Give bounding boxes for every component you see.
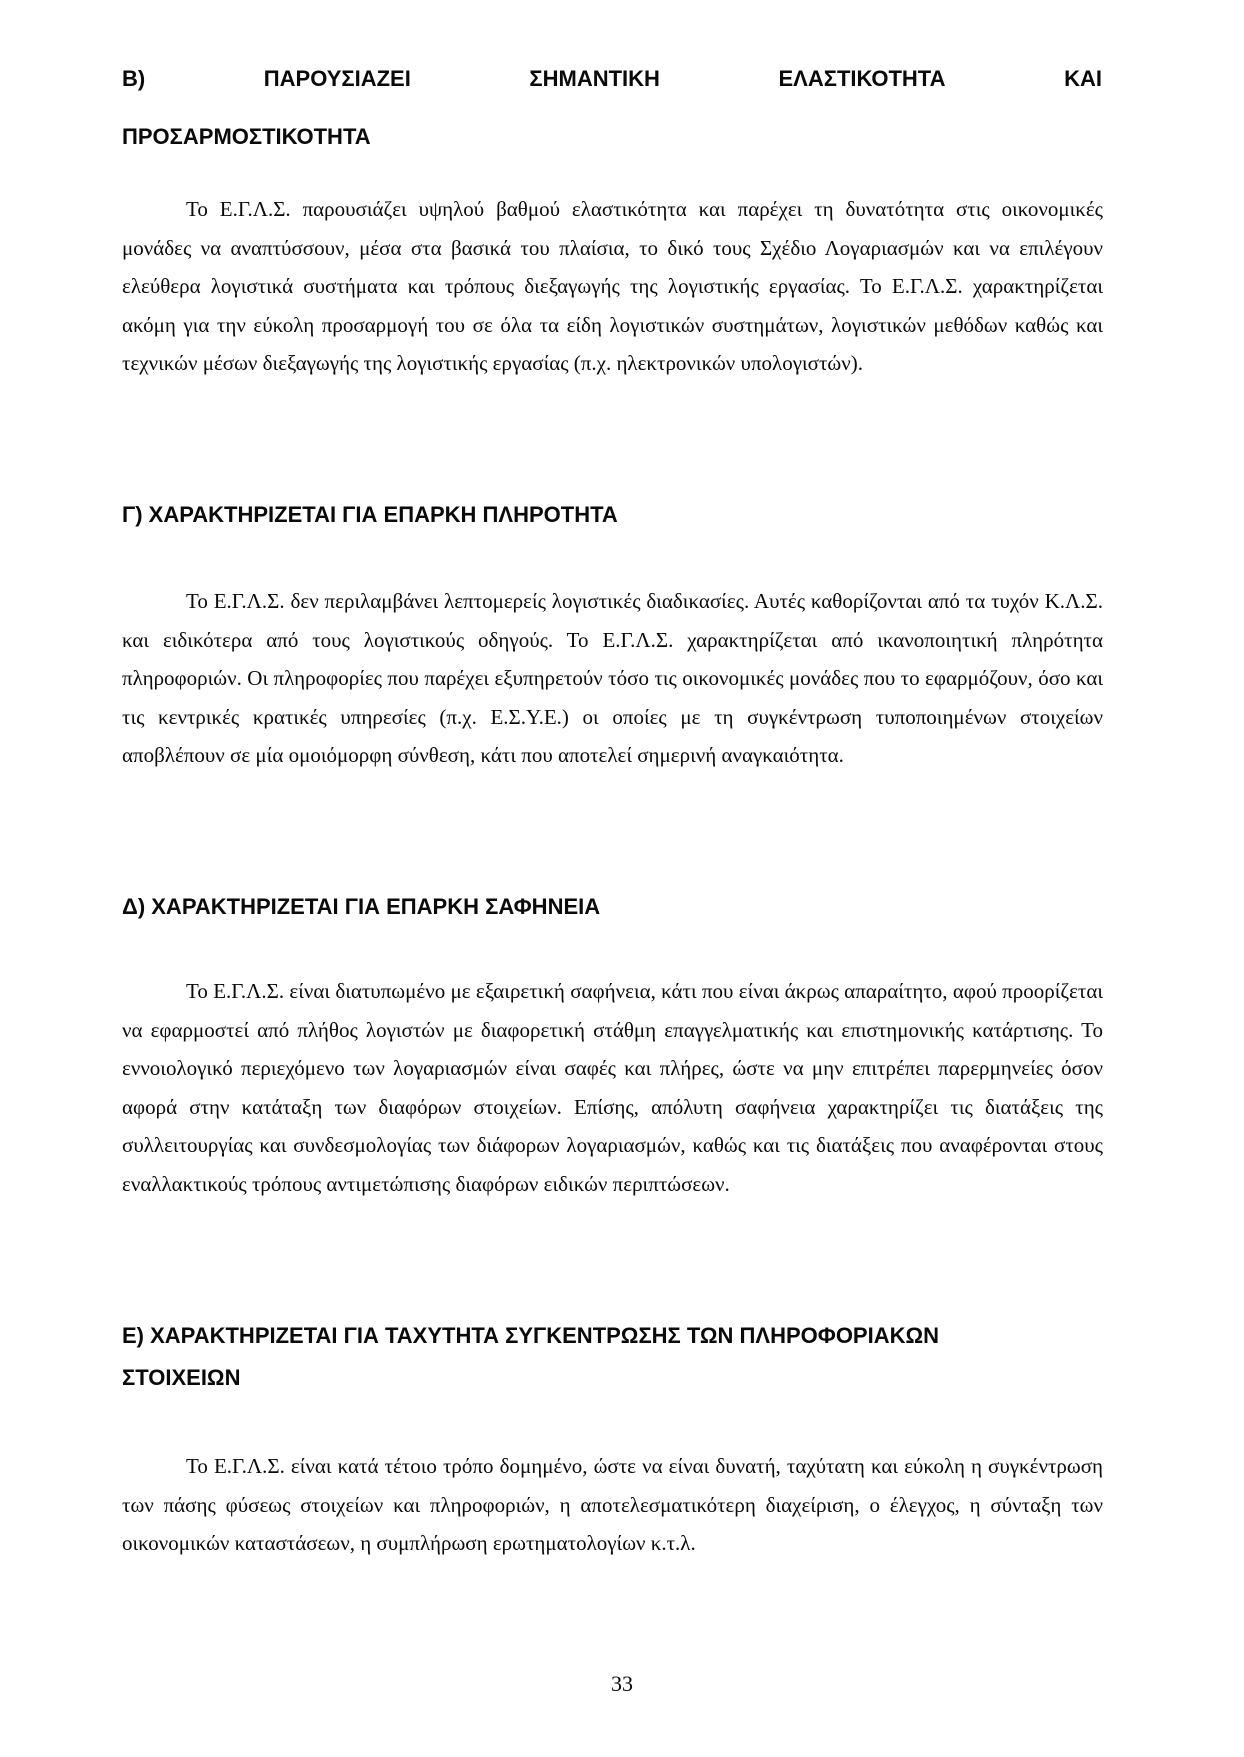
section-b-letter: B): [122, 66, 146, 91]
section-b-heading-line1: [122, 66, 1102, 96]
section-d-title: Δ) ΧΑΡΑΚΤΗΡΙΖΕΤΑΙ ΓΙΑ ΕΠΑΡΚΗ ΣΑΦΗΝΕΙΑ: [122, 894, 601, 919]
section-e-title-line1: Ε) ΧΑΡΑΚΤΗΡΙΖΕΤΑΙ ΓΙΑ ΤΑΧΥΤΗΤΑ ΣΥΓΚΕΝΤΡΩΣΗΣ ΤΩΝ ΠΛΗΡΟΦΟΡΙΑΚΩΝ: [122, 1323, 940, 1348]
section-d-paragraph: Το Ε.Γ.Λ.Σ. είναι διατυπωμένο με εξαιρετική σαφήνεια, κάτι που είναι άκρως απαραίτητο, αφού προορίζεται να εφαρμοστεί από πλήθος λογιστών με διαφορετική στάθμη επαγγελματικής και επιστημονικής κατάρτισης. Το εννοιολογικό περιεχόμενο των λογαριασμών είναι σαφές και πλήρες, ώστε να μην επιτρέπει παρερμηνείες όσον αφορά στην κατάταξη των διαφόρων στοιχείων. Επίσης, απόλυτη σαφήνεια χαρακτηρίζει τις διατάξεις της συλλειτουργίας και συνδεσμολογίας των διάφορων λογαριασμών, καθώς και τις διατάξεις που αναφέρονται στους εναλλακτικούς τρόπους αντιμετώπισης διαφόρων ειδικών περιπτώσεων.: [122, 979, 1103, 1196]
section-b-word-4: ΚΑΙ: [1064, 66, 1102, 91]
page-number: 33: [611, 1671, 633, 1696]
section-e-paragraph: Το Ε.Γ.Λ.Σ. είναι κατά τέτοιο τρόπο δομημένο, ώστε να είναι δυνατή, ταχύτατη και εύκολη η συγκέντρωση των πάσης φύσεως στοιχείων και πληροφοριών, η αποτελεσματικότερη διαχείριση, ο έλεγχος, η σύνταξη των οικονομικών καταστάσεων, η συμπλήρωση ερωτηματολογίων κ.τ.λ.: [122, 1454, 1103, 1555]
section-b-paragraph: Το Ε.Γ.Λ.Σ. παρουσιάζει υψηλού βαθμού ελαστικότητα και παρέχει τη δυνατότητα στις οικονομικές μονάδες να αναπτύσσουν, μέσα στα βασικά του πλαίσια, το δικό τους Σχέδιο Λογαριασμών και να επιλέγουν ελεύθερα λογιστικά συστήματα και τρόπους διεξαγωγής της λογιστικής εργασίας. Το Ε.Γ.Λ.Σ. χαρακτηρίζεται ακόμη για την εύκολη προσαρμογή του σε όλα τα είδη λογιστικών συστημάτων, λογιστικών μεθόδων καθώς και τεχνικών μέσων διεξαγωγής της λογιστικής εργασίας (π.χ. ηλεκτρονικών υπολογιστών).: [122, 197, 1103, 375]
section-e-title-line2: ΣΤΟΙΧΕΙΩΝ: [122, 1365, 241, 1390]
section-b-word-3: ΕΛΑΣΤΙΚΟΤΗΤΑ: [778, 66, 946, 91]
section-b-heading: [122, 66, 1102, 150]
section-g-title: Γ) ΧΑΡΑΚΤΗΡΙΖΕΤΑΙ ΓΙΑ ΕΠΑΡΚΗ ΠΛΗΡΟΤΗΤΑ: [122, 502, 618, 527]
section-b-heading-line2: ΠΡΟΣΑΡΜΟΣΤΙΚΟΤΗΤΑ: [122, 124, 371, 149]
section-g-paragraph: Το Ε.Γ.Λ.Σ. δεν περιλαμβάνει λεπτομερείς λογιστικές διαδικασίες. Αυτές καθορίζονται από τα τυχόν Κ.Λ.Σ. και ειδικότερα από τους λογιστικούς οδηγούς. Το Ε.Γ.Λ.Σ. χαρακτηρίζεται από ικανοποιητική πληρότητα πληροφοριών. Οι πληροφορίες που παρέχει εξυπηρετούν τόσο τις οικονομικές μονάδες που το εφαρμόζουν, όσο και τις κεντρικές κρατικές υπηρεσίες (π.χ. Ε.Σ.Υ.Ε.) οι οποίες με τη συγκέντρωση τυποποιημένων στοιχείων αποβλέπουν σε μία ομοιόμορφη σύνθεση, κάτι που αποτελεί σημερινή αναγκαιότητα.: [122, 589, 1103, 767]
section-e-title: [122, 1323, 1102, 1391]
section-b-word-2: ΣΗΜΑΝΤΙΚΗ: [529, 66, 660, 91]
section-b-word-1: ΠΑΡΟΥΣΙΑΖΕΙ: [263, 66, 411, 91]
